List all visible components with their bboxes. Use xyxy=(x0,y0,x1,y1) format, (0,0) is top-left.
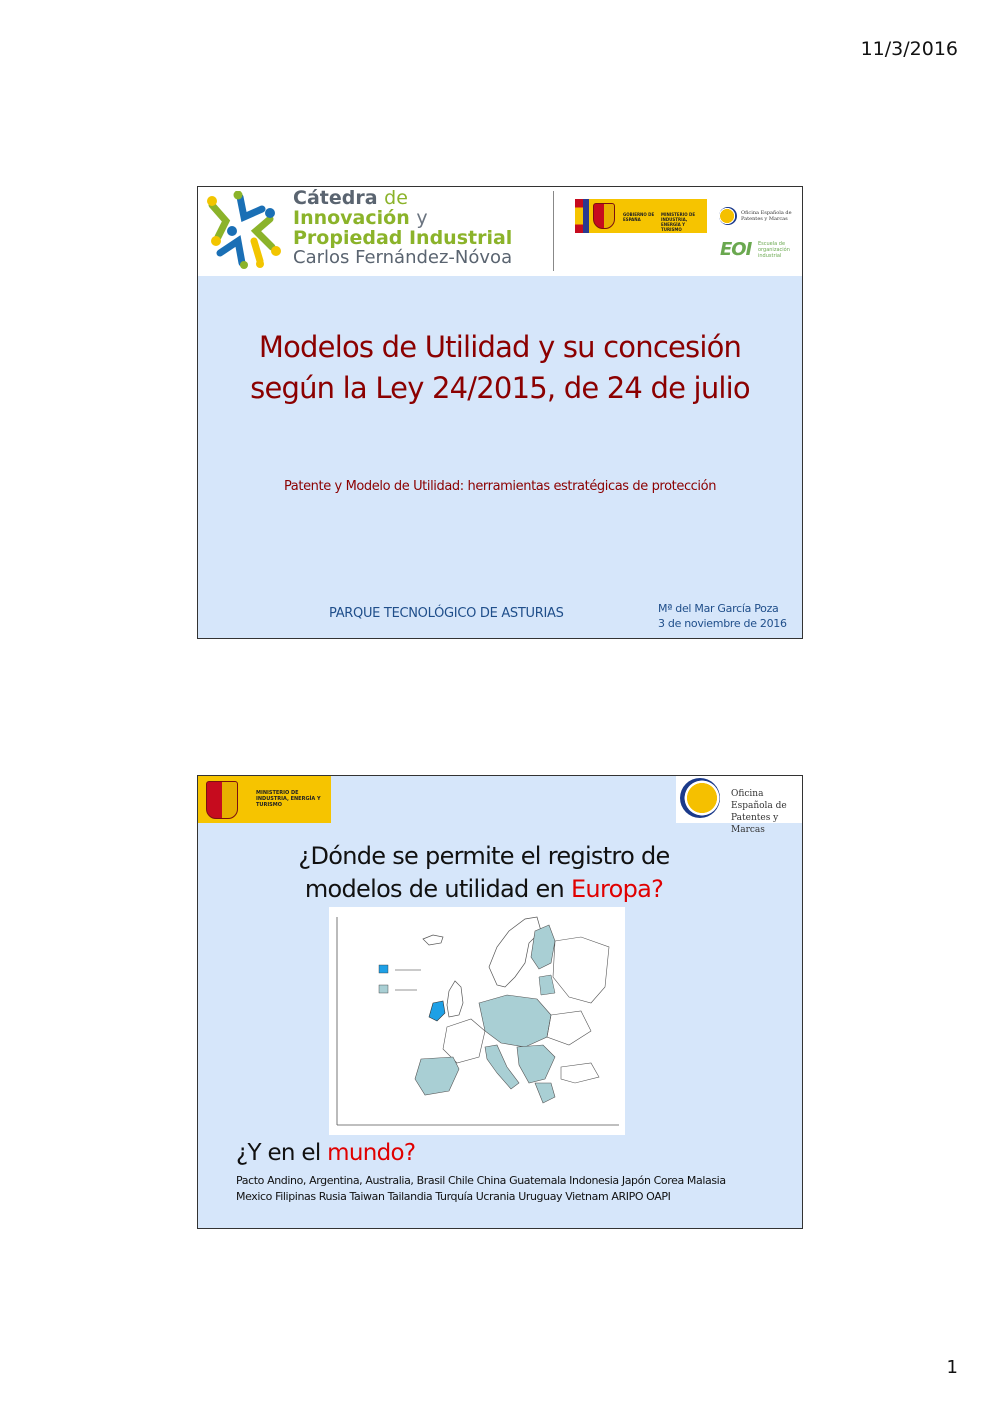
slide-europe-map xyxy=(197,775,803,1229)
venue-text: PARQUE TECNOLÓGICO DE ASTURIAS xyxy=(329,606,564,621)
oepm-logo: Oficina Española de Patentes y Marcas xyxy=(676,776,802,823)
slide-title-text: ¿Dónde se permite el registro de modelos de utilidad en Europa? xyxy=(298,842,670,903)
spain-flag-icon xyxy=(575,199,583,233)
government-logo: GOBIERNO DE ESPAÑA MINISTERIO DE INDUSTRIA, ENERGÍA Y TURISMO xyxy=(575,199,707,233)
oepm-circle-icon xyxy=(680,778,720,818)
oepm-logo: Oficina Española de Patentes y Marcas xyxy=(719,207,799,229)
page-date: 11/3/2016 xyxy=(860,38,958,60)
header-divider xyxy=(553,191,554,271)
countries-list: Pacto Andino, Argentina, Australia, Brasil Chile China Guatemala Indonesia Japón Corea Malasia Mexico Filipinas Rusia Taiwan Tailandia Turquía Ucrania Uruguay Vietnam ARIPO OAPI xyxy=(236,1174,726,1203)
legend-swatch-other xyxy=(379,985,388,993)
government-logo: MINISTERIO DE INDUSTRIA, ENERGÍA Y TURISMO xyxy=(198,776,331,823)
slide-subtitle: Patente y Modelo de Utilidad: herramientas estratégicas de protección xyxy=(283,479,717,494)
world-heading: ¿Y en el mundo? xyxy=(236,1140,416,1166)
author-block: Mª del Mar García Poza 3 de noviembre de 2016 xyxy=(658,602,787,630)
slide-title xyxy=(197,186,803,639)
catedra-people-logo-icon xyxy=(204,191,284,269)
europe-map-image xyxy=(329,907,625,1135)
catedra-logo-text: Cátedra de Innovación y Propiedad Industrial Carlos Fernández-Nóvoa xyxy=(293,187,513,268)
coat-of-arms-icon xyxy=(206,781,238,819)
legend-swatch-used xyxy=(379,965,388,973)
slide-header xyxy=(198,187,802,276)
oepm-circle-icon xyxy=(719,207,737,225)
page-number: 1 xyxy=(946,1357,958,1378)
eu-flag-icon xyxy=(583,199,589,233)
europe-map-icon xyxy=(329,907,625,1135)
eoi-logo: EOI Escuela de organización industrial xyxy=(720,239,790,260)
slide-title-text: Modelos de Utilidad y su concesión según la Ley 24/2015, de 24 de julio xyxy=(250,330,750,405)
coat-of-arms-icon xyxy=(593,203,615,229)
